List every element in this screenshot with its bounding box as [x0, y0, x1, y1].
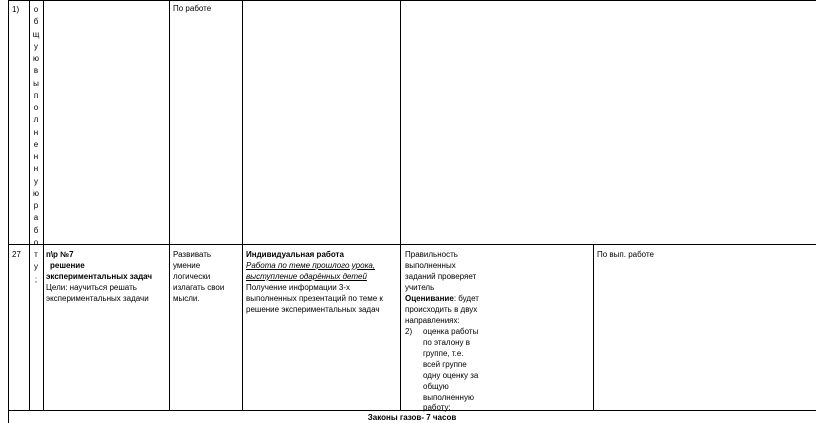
assessment-label-tail: : будет	[453, 294, 479, 303]
col-divider-2	[43, 0, 44, 410]
assessment-item-line: оценка работы	[423, 327, 479, 336]
homework-text: По вып. работе	[597, 250, 654, 259]
skills-line-5: мысли.	[173, 294, 200, 303]
lesson-subtitle-2: экспериментальных задач	[46, 272, 153, 281]
assessment-line-6: направлениях:	[405, 316, 460, 325]
activity-italic-2: выступление одарённых детей	[246, 272, 367, 281]
assessment-item-line: общую	[423, 382, 449, 391]
lesson-goal-2: экспериментальных задачи	[46, 294, 149, 303]
lesson-subtitle-1: решение	[50, 261, 85, 270]
assessment-item-line: группе, т.е.	[423, 349, 464, 358]
assessment-label: Оценивание	[405, 294, 454, 303]
skills-line-3: логически	[173, 272, 211, 281]
col-divider-3	[169, 0, 170, 410]
assessment-item-line: работу;	[423, 403, 451, 412]
activity-italic-1: Работа по теме прошлого урока,	[246, 261, 376, 270]
activity-line-2: выполненных презентаций по теме к	[246, 294, 383, 303]
col-divider-1	[29, 0, 30, 410]
skills-line-2: умение	[173, 261, 201, 270]
assessment-line-3: заданий проверяет	[405, 272, 477, 281]
row-divider-footer	[8, 410, 816, 411]
lesson-goal-1: Цели: научиться решать	[46, 283, 137, 292]
assessment-label-line	[405, 293, 479, 304]
assessment-item-number: 2)	[405, 327, 413, 336]
assessment-line-1: Правильность	[405, 250, 458, 259]
assessment-line-2: выполненных	[405, 261, 456, 270]
table-left-border	[8, 0, 9, 423]
skills-line-4: излагать свои	[173, 283, 225, 292]
lesson-title: п\р №7	[46, 250, 74, 259]
col-divider-6	[593, 244, 594, 410]
activity-title: Индивидуальная работа	[246, 250, 344, 259]
row1-col3-text: По работе	[173, 4, 212, 13]
activity-line-1: Получение информации 3-х	[246, 283, 351, 292]
col-divider-5	[400, 0, 401, 410]
activity-line-3: решение экспериментальных задач	[246, 305, 380, 314]
table-top-border	[8, 0, 816, 1]
assessment-item-line: всей группе	[423, 360, 467, 369]
assessment-line-5: происходить в двух	[405, 305, 478, 314]
col-divider-4	[242, 0, 243, 410]
row1-vertical-text: о б щ у ю в ы п о л н е н н у ю р а б о т у ;	[32, 5, 40, 284]
assessment-line-4: учитель	[405, 283, 435, 292]
assessment-item-line: по эталону в	[423, 338, 471, 347]
assessment-item-line: одну оценку за	[423, 371, 479, 380]
row2-number: 27	[12, 250, 21, 259]
assessment-item-line: выполненную	[423, 393, 474, 402]
row-divider	[8, 244, 816, 245]
row1-number: 1)	[12, 5, 20, 14]
skills-line-1: Развивать	[173, 250, 212, 259]
section-heading: Законы газов- 7 часов	[367, 413, 457, 422]
